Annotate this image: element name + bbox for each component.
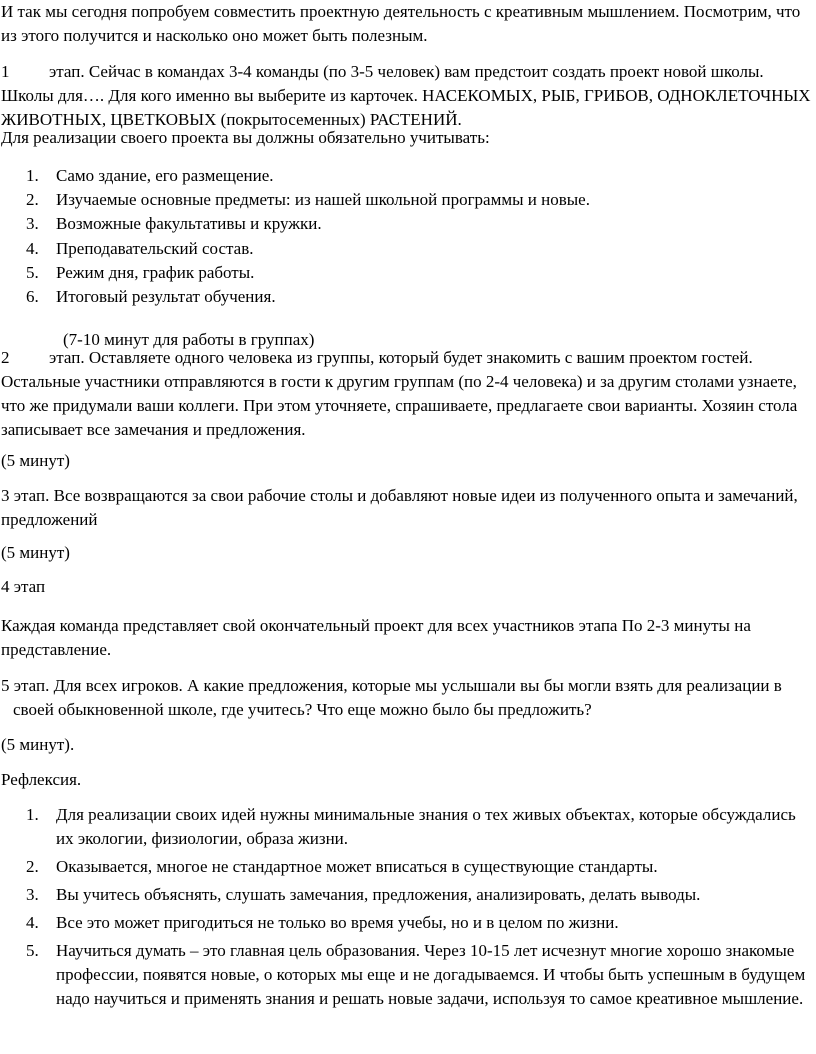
stage-2-text: этап. Оставляете одного человека из группы, который будет знакомить с вашим проектом гостей. Остальные участники отправляются в гости к другим группам (по 2-4 человека) и за другим столами узнаете, что же придумали ваши коллеги. При этом уточняете, спрашиваете, предлагаете свои варианты. Хозяин стола записывает все замечания и предложения.	[1, 348, 798, 439]
stage-2-time: (5 минут)	[1, 451, 70, 470]
list-item: 1. Для реализации своих идей нужны минимальные знания о тех живых объектах, которые обсуждались их экологии, физиологии, образа жизни.	[26, 805, 796, 848]
stage-4-paragraph: Каждая команда представляет свой окончательный проект для всех участников этапа По 2-3 минуты на представление.	[1, 616, 751, 659]
stage-2-number: 2	[1, 348, 10, 367]
list-item: 5. Режим дня, график работы.	[26, 262, 255, 282]
list-item: 5. Научиться думать – это главная цель образования. Через 10-15 лет исчезнут многие хорошо знакомые профессии, появятся новые, о которых мы еще и не догадываемся. И чтобы быть успешным в будущем надо научиться и применять знания и решать новые задачи, используя то самое креативное мышление.	[26, 941, 806, 1008]
list-item: 3. Возможные факультативы и кружки.	[26, 214, 322, 234]
reflection-list	[0, 803, 812, 1011]
intro-paragraph: И так мы сегодня попробуем совместить проектную деятельность с креативным мышлением. Посмотрим, что из этого получится и насколько оно может быть полезным.	[1, 2, 801, 45]
stage-4-title: 4 этап	[1, 577, 46, 596]
stage-1-number: 1	[1, 62, 10, 81]
stage-3-paragraph: 3 этап. Все возвращаются за свои рабочие столы и добавляют новые идеи из полученного опыта и замечаний, предложений	[1, 486, 798, 529]
stage-1-text: этап. Сейчас в командах 3-4 команды (по 3-5 человек) вам предстоит создать проект новой школы. Школы для…. Для кого именно вы выберите из карточек. НАСЕКОМЫХ, РЫБ, ГРИБОВ, ОДНОКЛЕТОЧНЫХ ЖИВОТНЫХ, ЦВЕТКОВЫХ (покрытосеменных) РАСТЕНИЙ.	[1, 62, 811, 129]
list-item: 4. Преподавательский состав.	[26, 238, 254, 258]
stage-1-paragraph	[1, 60, 813, 132]
list-item: 6. Итоговый результат обучения.	[26, 286, 276, 306]
list-item: 3. Вы учитесь объяснять, слушать замечания, предложения, анализировать, делать выводы.	[26, 885, 701, 904]
requirements-list	[0, 164, 812, 309]
stage-2-paragraph	[1, 346, 813, 442]
list-item: 2. Изучаемые основные предметы: из нашей школьной программы и новые.	[26, 190, 590, 210]
list-item: 4. Все это может пригодиться не только во время учебы, но и в целом по жизни.	[26, 913, 619, 932]
list-item: 1. Само здание, его размещение.	[26, 166, 274, 185]
stage-5-line-1: 5 этап. Для всех игроков. А какие предложения, которые мы услышали вы бы могли взять для реализации в	[1, 676, 782, 695]
stage-1-time: (7-10 минут для работы в группах)	[63, 330, 315, 349]
stage-5-time: (5 минут).	[1, 735, 75, 754]
list-item: 2. Оказывается, многое не стандартное может вписаться в существующие стандарты.	[26, 857, 658, 876]
stage-5-line-2: своей обыкновенной школе, где учитесь? Что еще можно было бы предложить?	[13, 700, 592, 719]
stage-3-time: (5 минут)	[1, 543, 70, 562]
reflection-title: Рефлексия.	[1, 770, 82, 789]
requirements-intro: Для реализации своего проекта вы должны обязательно учитывать:	[1, 128, 490, 147]
